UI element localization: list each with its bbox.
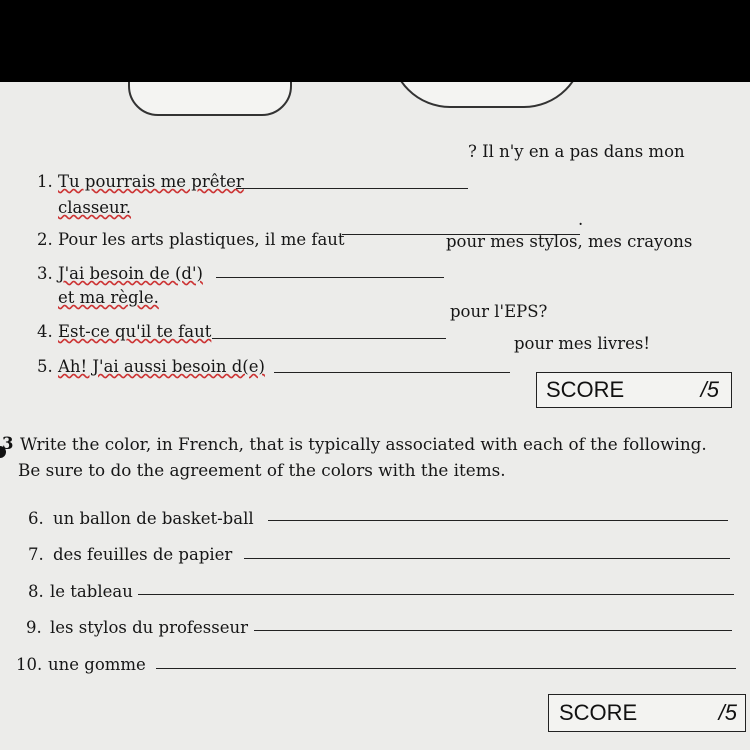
item-continuation: pour mes stylos, mes crayons	[446, 232, 693, 251]
score-label: SCORE	[546, 377, 625, 402]
item-prompt: Ah! J'ai aussi besoin d(e)	[58, 357, 265, 376]
answer-blank-6[interactable]	[268, 520, 728, 521]
answer-blank-5[interactable]	[274, 372, 510, 373]
item-number: 5.	[37, 357, 53, 376]
score-label: SCORE	[559, 700, 638, 725]
score-total: /5	[700, 377, 719, 402]
item-prompt: Pour les arts plastiques, il me faut	[58, 230, 345, 249]
item-number: 9.	[26, 618, 42, 637]
score-box-b	[548, 694, 746, 732]
item-prompt: les stylos du professeur	[50, 618, 248, 637]
item-number: 6.	[28, 509, 44, 528]
answer-blank-10[interactable]	[156, 668, 736, 669]
answer-blank-8[interactable]	[138, 594, 734, 595]
answer-blank-3[interactable]	[216, 277, 444, 278]
item-continuation: pour mes livres!	[514, 334, 651, 353]
item-prompt: Est-ce qu'il te faut	[58, 322, 212, 341]
item-number: 8.	[28, 582, 44, 601]
answer-blank-4[interactable]	[212, 338, 446, 339]
section-number: 3	[2, 434, 14, 453]
item-end-punct: .	[578, 210, 584, 229]
answer-blank-9[interactable]	[254, 630, 732, 631]
item-number: 2.	[37, 230, 53, 249]
score-box-a	[536, 372, 732, 408]
item-prompt: J'ai besoin de (d')	[58, 264, 203, 283]
illustration-shorts	[128, 82, 292, 116]
item-number: 10.	[16, 655, 43, 674]
worksheet-page	[0, 82, 750, 750]
item-continuation: pour l'EPS?	[450, 302, 548, 321]
item-prompt: le tableau	[50, 582, 133, 601]
item-prompt: Tu pourrais me prêter	[58, 172, 244, 191]
item-continuation-line2: et ma règle.	[58, 288, 159, 307]
item-prompt: des feuilles de papier	[53, 545, 233, 564]
answer-blank-7[interactable]	[244, 558, 730, 559]
section-b-instruction-2: Be sure to do the agreement of the colors with the items.	[18, 460, 506, 480]
item-prompt: une gomme	[48, 655, 146, 674]
section-b-instruction-1: Write the color, in French, that is typically associated with each of the following.	[20, 434, 707, 454]
score-total: /5	[718, 700, 737, 725]
illustration-bag	[390, 82, 584, 108]
answer-blank-1[interactable]	[236, 188, 468, 189]
item-number: 1.	[37, 172, 53, 191]
item-continuation-line2: classeur.	[58, 198, 132, 217]
item-continuation: ? Il n'y en a pas dans mon	[468, 142, 685, 161]
item-number: 7.	[28, 545, 44, 564]
item-prompt: un ballon de basket-ball	[53, 509, 254, 528]
item-number: 3.	[37, 264, 53, 283]
item-number: 4.	[37, 322, 53, 341]
